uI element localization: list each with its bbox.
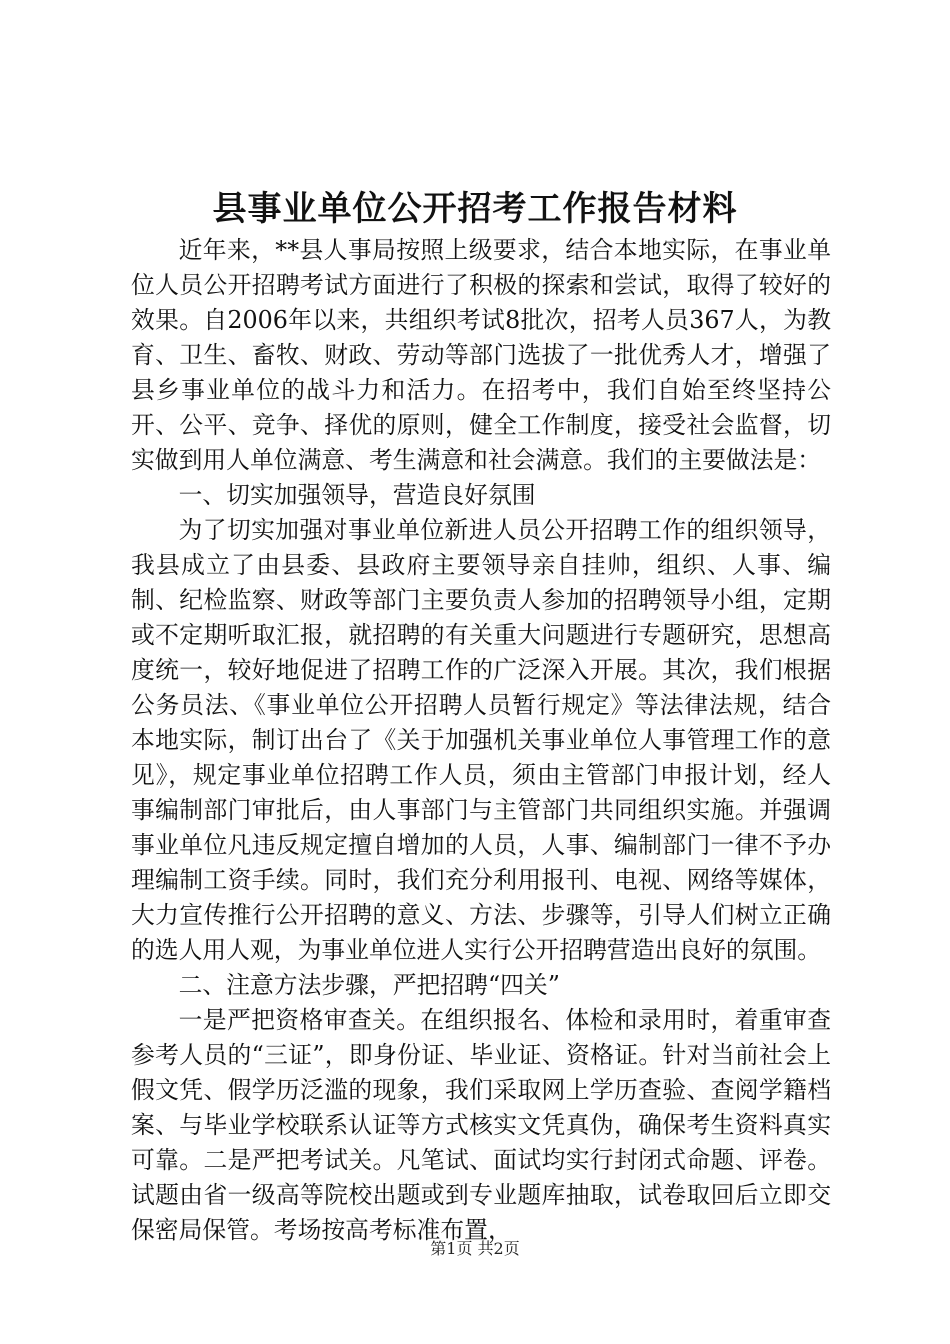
section-2-paragraph: 一是严把资格审查关。在组织报名、体检和录用时，着重审查参考人员的“三证”，即身份证、毕业证、资格证。针对当前社会上假文凭、假学历泛滥的现象，我们采取网上学历查验、查阅学籍档案、与毕业学校联系认证等方式核实文凭真伪，确保考生资料真实可靠。二是严把考试关。凡笔试、面试均实行封闭式命题、评卷。试题由省一级高等院校出题或到专业题库抽取，试卷取回后立即交保密局保管。考场按高考标准布置， xyxy=(131,1006,831,1244)
intro-paragraph: 近年来，**县人事局按照上级要求，结合本地实际，在事业单位人员公开招聘考试方面进行了积极的探索和尝试，取得了较好的效果。自2006年以来，共组织考试8批次，招考人员367人，为教育、卫生、畜牧、财政、劳动等部门选拔了一批优秀人才，增强了县乡事业单位的战斗力和活力。在招考中，我们自始至终坚持公开、公平、竞争、择优的原则，健全工作制度，接受社会监督，切实做到用人单位满意、考生满意和社会满意。我们的主要做法是： xyxy=(131,236,831,474)
section-heading-2: 二、注意方法步骤，严把招聘“四关” xyxy=(178,971,560,999)
document-title: 县事业单位公开招考工作报告材料 xyxy=(212,189,738,229)
section-heading-1: 一、切实加强领导，营造良好氛围 xyxy=(178,481,536,509)
document-body xyxy=(131,233,831,1248)
page-footer: 第1页 共2页 xyxy=(430,1239,520,1258)
section-1-paragraph: 为了切实加强对事业单位新进人员公开招聘工作的组织领导，我县成立了由县委、县政府主要领导亲自挂帅，组织、人事、编制、纪检监察、财政等部门主要负责人参加的招聘领导小组，定期或不定期听取汇报，就招聘的有关重大问题进行专题研究，思想高度统一，较好地促进了招聘工作的广泛深入开展。其次，我们根据公务员法、《事业单位公开招聘人员暂行规定》等法律法规，结合本地实际，制订出台了《关于加强机关事业单位人事管理工作的意见》，规定事业单位招聘工作人员，须由主管部门申报计划，经人事编制部门审批后，由人事部门与主管部门共同组织实施。并强调事业单位凡违反规定擅自增加的人员，人事、编制部门一律不予办理编制工资手续。同时，我们充分利用报刊、电视、网络等媒体，大力宣传推行公开招聘的意义、方法、步骤等，引导人们树立正确的选人用人观，为事业单位进人实行公开招聘营造出良好的氛围。 xyxy=(131,516,831,964)
